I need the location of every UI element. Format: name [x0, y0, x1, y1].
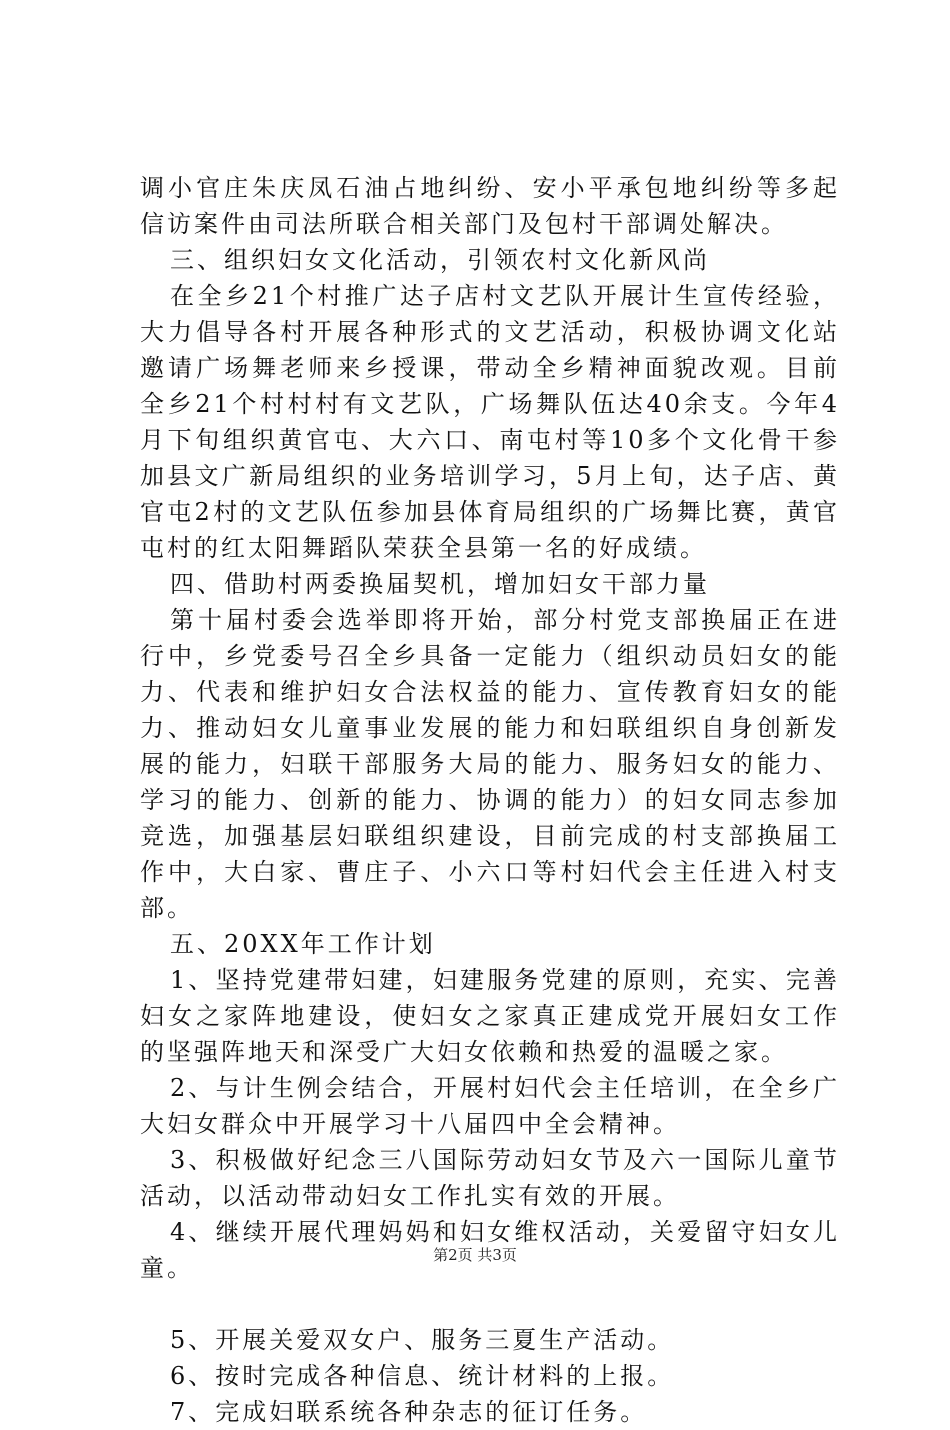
plan-item-2: 2、与计生例会结合，开展村妇代会主任培训，在全乡广大妇女群众中开展学习十八届四中全会精神。 [140, 1074, 840, 1138]
paragraph-election: 第十届村委会选举即将开始，部分村党支部换届正在进行中，乡党委号召全乡具备一定能力（组织动员妇女的能力、代表和维护妇女合法权益的能力、宣传教育妇女的能力、推动妇女儿童事业发展的能力和妇联组织自身创新发展的能力，妇联干部服务大局的能力、服务妇女的能力、学习的能力、创新的能力、协调的能力）的妇女同志参加竞选，加强基层妇联组织建设，目前完成的村支部换届工作中，大白家、曹庄子、小六口等村妇代会主任进入村支部。 [140, 606, 840, 922]
blank-line [140, 1286, 840, 1322]
plan-item-4: 4、继续开展代理妈妈和妇女维权活动，关爱留守妇女儿童。 [140, 1218, 840, 1282]
plan-item-5: 5、开展关爱双女户、服务三夏生产活动。 [170, 1326, 675, 1354]
section-heading-3: 三、组织妇女文化活动，引领农村文化新风尚 [170, 246, 710, 274]
page-number-footer: 第2页 共3页 [433, 1246, 517, 1264]
plan-item-3: 3、积极做好纪念三八国际劳动妇女节及六一国际儿童节活动，以活动带动妇女工作扎实有效的开展。 [140, 1146, 840, 1210]
plan-item-6: 6、按时完成各种信息、统计材料的上报。 [170, 1362, 675, 1390]
paragraph-continuation: 调小官庄朱庆凤石油占地纠纷、安小平承包地纠纷等多起信访案件由司法所联合相关部门及包村干部调处解决。 [140, 174, 840, 238]
paragraph-culture: 在全乡21个村推广达子店村文艺队开展计生宣传经验，大力倡导各村开展各种形式的文艺活动，积极协调文化站邀请广场舞老师来乡授课，带动全乡精神面貌改观。目前全乡21个村村村有文艺队，广场舞队伍达40余支。今年4月下旬组织黄官屯、大六口、南屯村等10多个文化骨干参加县文广新局组织的业务培训学习，5月上旬，达子店、黄官屯2村的文艺队伍参加县体育局组织的广场舞比赛，黄官屯村的红太阳舞蹈队荣获全县第一名的好成绩。 [140, 282, 840, 562]
document-body [140, 170, 840, 1430]
section-heading-4: 四、借助村两委换届契机，增加妇女干部力量 [170, 570, 710, 598]
plan-item-1: 1、坚持党建带妇建，妇建服务党建的原则，充实、完善妇女之家阵地建设，使妇女之家真正建成党开展妇女工作的坚强阵地天和深受广大妇女依赖和热爱的温暖之家。 [140, 966, 840, 1066]
plan-item-7: 7、完成妇联系统各种杂志的征订任务。 [170, 1398, 648, 1426]
section-heading-5: 五、20XX年工作计划 [170, 930, 436, 958]
